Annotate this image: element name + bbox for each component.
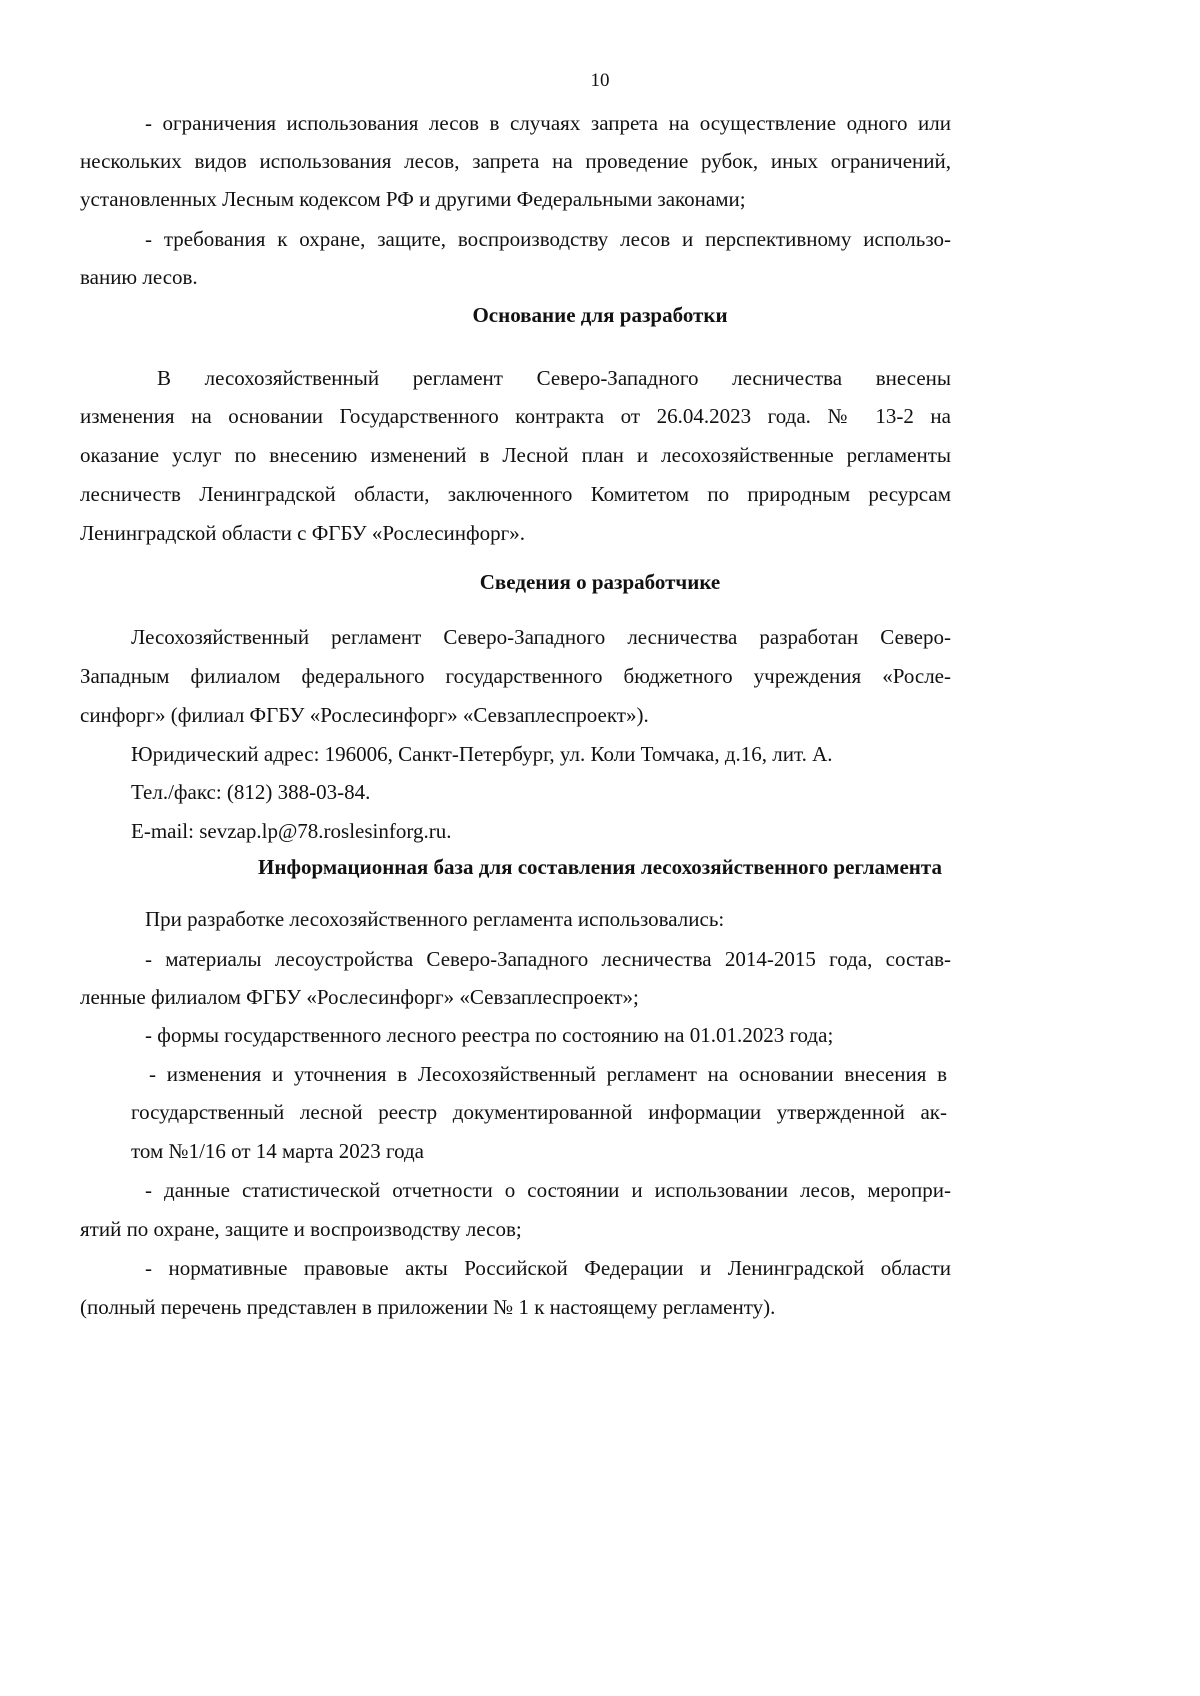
infobase-line-3: ленные филиалом ФГБУ «Рослесинфорг» «Севзаплеспроект»; [80,985,639,1009]
developer-line-2: Западным филиалом федерального государственного бюджетного учреждения «Росле- [80,664,951,688]
infobase-line-2: - материалы лесоустройства Северо-Западного лесничества 2014-2015 года, состав- [145,947,951,971]
infobase-line-7: том №1/16 от 14 марта 2023 года [131,1139,424,1163]
basis-line-3: оказание услуг по внесению изменений в Лесной план и лесохозяйственные регламенты [80,443,951,467]
basis-line-2: изменения на основании Государственного контракта от 26.04.2023 года. № 13-2 на [80,404,951,428]
heading-developer: Сведения о разработчике [479,570,721,594]
infobase-line-6: государственный лесной реестр документированной информации утвержденной ак- [131,1100,947,1124]
page-number: 10 [590,70,610,91]
heading-basis: Основание для разработки [472,303,728,327]
infobase-line-8: - данные статистической отчетности о состоянии и использовании лесов, меропри- [145,1178,951,1202]
developer-phone: Тел./факс: (812) 388-03-84. [131,780,371,804]
intro-line-3: установленных Лесным кодексом РФ и другими Федеральными законами; [80,187,746,211]
developer-line-3: синфорг» (филиал ФГБУ «Рослесинфорг» «Севзаплеспроект»). [80,703,649,727]
infobase-line-4: - формы государственного лесного реестра по состоянию на 01.01.2023 года; [145,1023,834,1047]
basis-line-5: Ленинградской области с ФГБУ «Рослесинфорг». [80,521,525,545]
infobase-line-11: (полный перечень представлен в приложении № 1 к настоящему регламенту). [80,1295,776,1319]
heading-infobase: Информационная база для составления лесохозяйственного регламента [258,855,942,879]
intro-line-4: - требования к охране, защите, воспроизводству лесов и перспективному использо- [145,227,951,251]
intro-line-5: ванию лесов. [80,265,198,289]
infobase-line-10: - нормативные правовые акты Российской Федерации и Ленинградской области [145,1256,951,1280]
developer-address: Юридический адрес: 196006, Санкт-Петербург, ул. Коли Томчака, д.16, лит. А. [131,742,833,766]
infobase-line-1: При разработке лесохозяйственного регламента использовались: [145,907,725,931]
infobase-line-5: - изменения и уточнения в Лесохозяйственный регламент на основании внесения в [149,1062,947,1086]
infobase-line-9: ятий по охране, защите и воспроизводству лесов; [80,1217,522,1241]
intro-line-1: - ограничения использования лесов в случаях запрета на осуществление одного или [145,111,951,135]
basis-line-4: лесничеств Ленинградской области, заключенного Комитетом по природным ресурсам [80,482,951,506]
developer-line-1: Лесохозяйственный регламент Северо-Западного лесничества разработан Северо- [131,625,951,649]
developer-email: E-mail: sevzap.lp@78.roslesinforg.ru. [131,819,452,843]
intro-line-2: нескольких видов использования лесов, запрета на проведение рубок, иных ограничений, [80,149,951,173]
basis-line-1: В лесохозяйственный регламент Северо-Западного лесничества внесены [157,366,951,390]
